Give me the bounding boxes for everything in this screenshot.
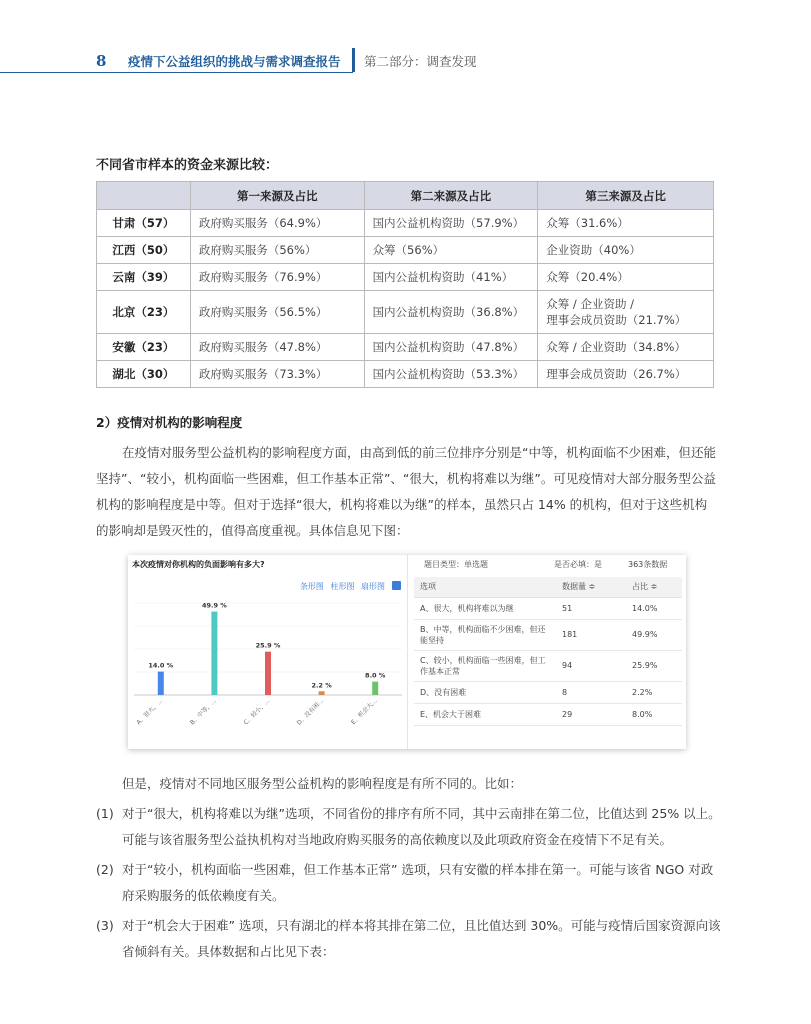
bar-data-label: 14.0 % [148, 661, 174, 670]
x-tick-label: E、机会大... [349, 697, 379, 727]
survey-table-panel [414, 555, 686, 749]
province-cell: 云南（39） [97, 264, 191, 291]
table-header-cell: 第二来源及占比 [364, 182, 538, 210]
option-row [414, 703, 682, 725]
header-divider [352, 48, 355, 72]
response-count: 363条数据 [628, 560, 668, 569]
list-item-number: (2) [96, 862, 114, 877]
options-header-cell: 选项 [414, 577, 556, 597]
list-item-text: 对于“机会大于困难” 选项，只有湖北的样本将其排在第二位，且比值达到 30%。可能与疫情后国家资源向该省倾斜有关。具体数据和占比见下表： [122, 918, 721, 959]
option-row [414, 619, 682, 650]
option-pct: 49.9% [626, 619, 682, 650]
option-count: 51 [556, 597, 626, 619]
options-header-cell[interactable]: 数据量 ≑ [556, 577, 626, 597]
tab-bar-chart[interactable]: 条形图 [299, 582, 324, 591]
list-item [96, 913, 722, 965]
table-cell: 众筹（56%） [364, 237, 538, 264]
table-cell: 众筹 / 企业资助 / 理事会成员资助（21.7%） [538, 291, 714, 334]
option-count: 29 [556, 703, 626, 725]
province-cell: 甘肃（57） [97, 210, 191, 237]
bar-data-label: 49.9 % [201, 601, 227, 610]
option-count: 8 [556, 681, 626, 703]
province-cell: 北京（23） [97, 291, 191, 334]
option-label: D、没有困难 [414, 681, 556, 703]
page-header [0, 44, 811, 74]
list-item-text: 对于“较小，机构面临一些困难，但工作基本正常” 选项，只有安徽的样本排在第一。可能与该省 NGO 对政府采购服务的低依赖度有关。 [122, 862, 714, 903]
option-label: C、较小，机构面临一些困难，但工作基本正常 [414, 650, 556, 681]
table-cell: 众筹（20.4%） [538, 264, 714, 291]
section-subheading: 2）疫情对机构的影响程度 [96, 415, 243, 430]
paragraph-impact: 在疫情对服务型公益机构的影响程度方面，由高到低的前三位排序分别是“中等，机构面临不少困难，但还能坚持”、“较小，机构面临一些困难，但工作基本正常”、“很大，机构将难以为继”。可见疫情对大部分服务型公益机构的影响程度是中等。但对于选择“很大，机构将难以为继”的样本，虽然只占 14% 的机构，但对于这些机构的影响却是毁灭性的，值得高度重视。具体信息见下图： [96, 445, 716, 538]
survey-question: 本次疫情对你机构的负面影响有多大? [132, 560, 265, 569]
table-cell: 政府购买服务（64.9%） [190, 210, 364, 237]
bar-data-label: 8.0 % [365, 671, 386, 680]
list-item-number: (1) [96, 806, 114, 821]
report-title: 疫情下公益组织的挑战与需求调查报告 [128, 54, 341, 69]
table-cell: 国内公益机构资助（36.8%） [364, 291, 538, 334]
table-row [97, 334, 714, 361]
table-cell: 企业资助（40%） [538, 237, 714, 264]
table-cell: 国内公益机构资助（53.3%） [364, 361, 538, 388]
required-flag: 是否必填：是 [554, 560, 602, 569]
table-cell: 政府购买服务（73.3%） [190, 361, 364, 388]
options-header-row [414, 577, 682, 597]
option-label: A、很大，机构将难以为继 [414, 597, 556, 619]
list-item [96, 801, 722, 853]
table-cell: 理事会成员资助（26.7%） [538, 361, 714, 388]
table-row [97, 237, 714, 264]
table-cell: 国内公益机构资助（47.8%） [364, 334, 538, 361]
bar-data-label: 2.2 % [311, 681, 332, 690]
download-icon[interactable] [392, 581, 401, 590]
list-item-number: (3) [96, 918, 114, 933]
table-row [97, 291, 714, 334]
x-tick-label: C、较小，... [242, 697, 272, 727]
table-row [97, 264, 714, 291]
bar[interactable] [319, 691, 325, 695]
table-cell: 国内公益机构资助（57.9%） [364, 210, 538, 237]
list-item-text: 对于“很大，机构将难以为继”选项，不同省份的排序有所不同，其中云南排在第二位，比值达到 25% 以上。可能与该省服务型公益执机构对当地政府购买服务的高依赖度以及此项政府资金在疫情下不足有关。 [122, 806, 721, 847]
table-cell: 政府购买服务（47.8%） [190, 334, 364, 361]
option-pct: 8.0% [626, 703, 682, 725]
survey-chart-panel [128, 555, 408, 749]
table-header-cell: 第一来源及占比 [190, 182, 364, 210]
x-tick-label: B、中等，... [188, 697, 218, 727]
section-title: 第二部分：调查发现 [364, 54, 477, 69]
option-pct: 25.9% [626, 650, 682, 681]
province-cell: 安徽（23） [97, 334, 191, 361]
table-header-cell [97, 182, 191, 210]
options-header-cell[interactable]: 占比 ≑ [626, 577, 682, 597]
bar[interactable] [372, 682, 378, 695]
option-row [414, 650, 682, 681]
impact-bar-chart [128, 595, 408, 749]
bar[interactable] [265, 652, 271, 695]
bar-data-label: 25.9 % [255, 641, 281, 650]
table-cell: 政府购买服务（76.9%） [190, 264, 364, 291]
question-type: 题目类型：单选题 [424, 560, 488, 569]
header-underline [0, 72, 353, 73]
chart-type-tabs [296, 581, 385, 592]
option-pct: 2.2% [626, 681, 682, 703]
table-cell: 政府购买服务（56.5%） [190, 291, 364, 334]
survey-options-table [414, 577, 682, 726]
table-row [97, 361, 714, 388]
x-tick-label: A、很大，... [135, 697, 165, 727]
table-cell: 政府购买服务（56%） [190, 237, 364, 264]
option-label: E、机会大于困难 [414, 703, 556, 725]
option-row [414, 681, 682, 703]
table-header-cell: 第三来源及占比 [538, 182, 714, 210]
bar[interactable] [158, 672, 164, 695]
tab-column-chart[interactable]: 柱形图 [330, 582, 355, 591]
province-cell: 江西（50） [97, 237, 191, 264]
paragraph-regional: 但是，疫情对不同地区服务型公益机构的影响程度是有所不同的。比如： [122, 776, 523, 791]
option-count: 94 [556, 650, 626, 681]
table-cell: 众筹（31.6%） [538, 210, 714, 237]
table-cell: 众筹 / 企业资助（34.8%） [538, 334, 714, 361]
table-cell: 国内公益机构资助（41%） [364, 264, 538, 291]
page-number: 8 [96, 52, 107, 70]
table-row [97, 210, 714, 237]
survey-result-figure [128, 555, 686, 749]
option-count: 181 [556, 619, 626, 650]
option-label: B、中等，机构面临不少困难，但还能坚持 [414, 619, 556, 650]
funding-source-table [96, 181, 714, 388]
table-header-row [97, 182, 714, 210]
table-caption: 不同省市样本的资金来源比较： [96, 158, 279, 173]
province-cell: 湖北（30） [97, 361, 191, 388]
option-row [414, 597, 682, 619]
x-tick-label: D、没有困... [295, 697, 326, 727]
tab-pie-chart[interactable]: 扇形图 [361, 582, 385, 591]
list-item [96, 857, 722, 909]
option-pct: 14.0% [626, 597, 682, 619]
bar[interactable] [211, 612, 217, 695]
